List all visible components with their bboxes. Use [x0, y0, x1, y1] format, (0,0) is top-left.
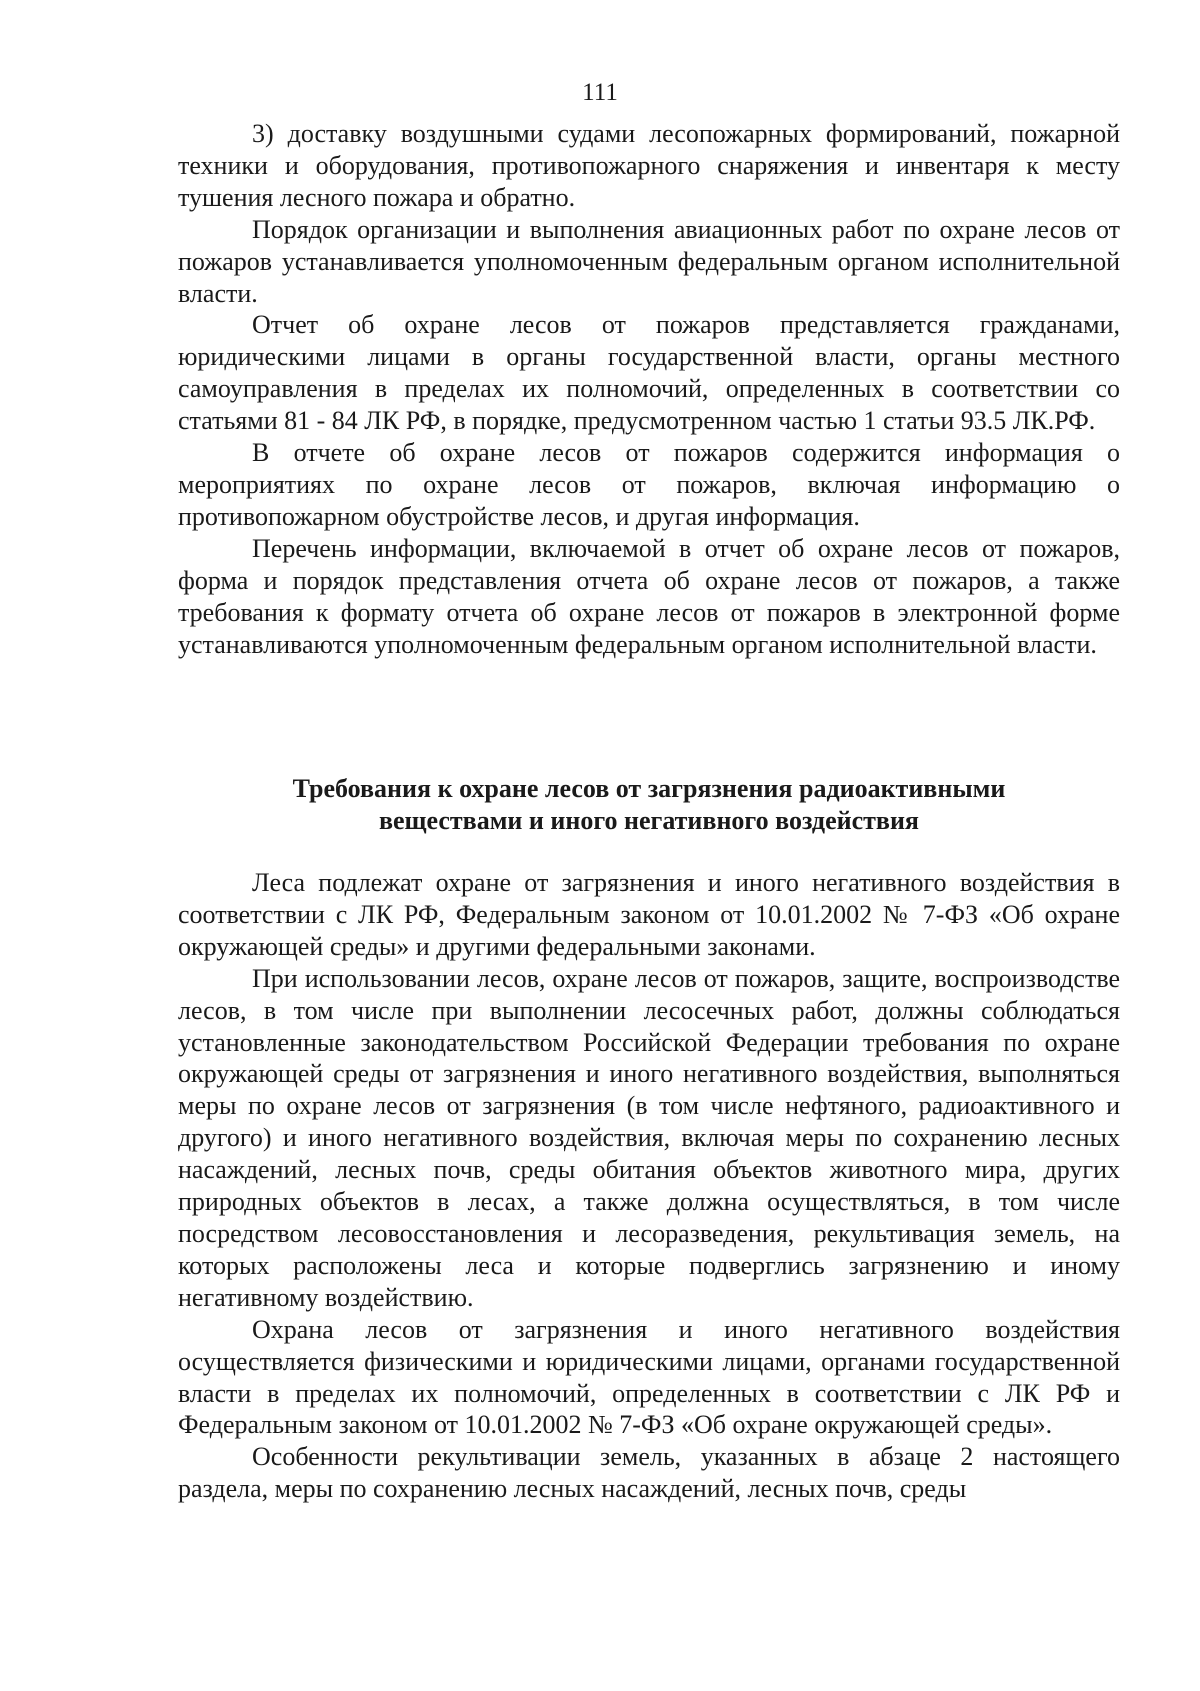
fire-protection-section: [178, 118, 1120, 660]
paragraph-forest-use-requirements: При использовании лесов, охране лесов от пожаров, защите, воспроизводстве лесов, в том числе при выполнении лесосечных работ, должны соблюдаться установленные законодательством Российской Федерации требования по охране окружающей среды от загрязнения и иного негативного воздействия, выполняться меры по охране лесов от загрязнения (в том числе нефтяного, радиоактивного и другого) и иного негативного воздействия, включая меры по сохранению лесных насаждений, лесных почв, среды обитания объектов животного мира, других природных объектов в лесах, а также должна осуществляться, в том числе посредством лесовосстановления и лесоразведения, рекультивация земель, на которых расположены леса и которые подверглись загрязнению и иному негативному воздействию.: [178, 963, 1120, 1312]
paragraph-protection-performed-by: Охрана лесов от загрязнения и иного негативного воздействия осуществляется физическими и юридическими лицами, органами государственной власти в пределах их полномочий, определенных в соответствии с ЛК РФ и Федеральным законом от 10.01.2002 № 7-ФЗ «Об охране окружающей среды».: [178, 1314, 1120, 1440]
paragraph-forests-protected: Леса подлежат охране от загрязнения и иного негативного воздействия в соответствии с ЛК РФ, Федеральным законом от 10.01.2002 № 7-ФЗ «Об охране окружающей среды» и другими федеральными законами.: [178, 868, 1120, 961]
paragraph-reclamation-specifics: Особенности рекультивации земель, указанных в абзаце 2 настоящего раздела, меры по сохранению лесных насаждений, лесных почв, среды: [178, 1442, 1120, 1504]
paragraph-aviation-procedure: Порядок организации и выполнения авиационных работ по охране лесов от пожаров устанавливается уполномоченным федеральным органом исполнительной власти.: [178, 214, 1120, 308]
page-number: 111: [582, 79, 618, 106]
pollution-protection-section: [178, 867, 1120, 1505]
section-heading-line-1: Требования к охране лесов от загрязнения радиоактивными: [292, 774, 1006, 803]
paragraph-fire-report-contents: В отчете об охране лесов от пожаров содержится информация о мероприятиях по охране лесов от пожаров, включая информацию о противопожарном обустройстве лесов, и другая информация.: [178, 438, 1120, 531]
section-heading-line-2: веществами и иного негативного воздействия: [378, 806, 920, 835]
section-heading: [178, 773, 1120, 837]
paragraph-fire-report-format: Перечень информации, включаемой в отчет об охране лесов от пожаров, форма и порядок представления отчета об охране лесов от пожаров, а также требования к формату отчета об охране лесов от пожаров в электронной форме устанавливаются уполномоченным федеральным органом исполнительной власти.: [178, 533, 1120, 659]
paragraph-fire-report-submission: Отчет об охране лесов от пожаров представляется гражданами, юридическими лицами в органы государственной власти, органы местного самоуправления в пределах их полномочий, определенных в соответствии со статьями 81 - 84 ЛК РФ, в порядке, предусмотренном частью 1 статьи 93.5 ЛК.РФ.: [178, 310, 1120, 436]
paragraph-aviation-delivery: 3) доставку воздушными судами лесопожарных формирований, пожарной техники и оборудования, противопожарного снаряжения и инвентаря к месту тушения лесного пожара и обратно.: [178, 119, 1120, 212]
